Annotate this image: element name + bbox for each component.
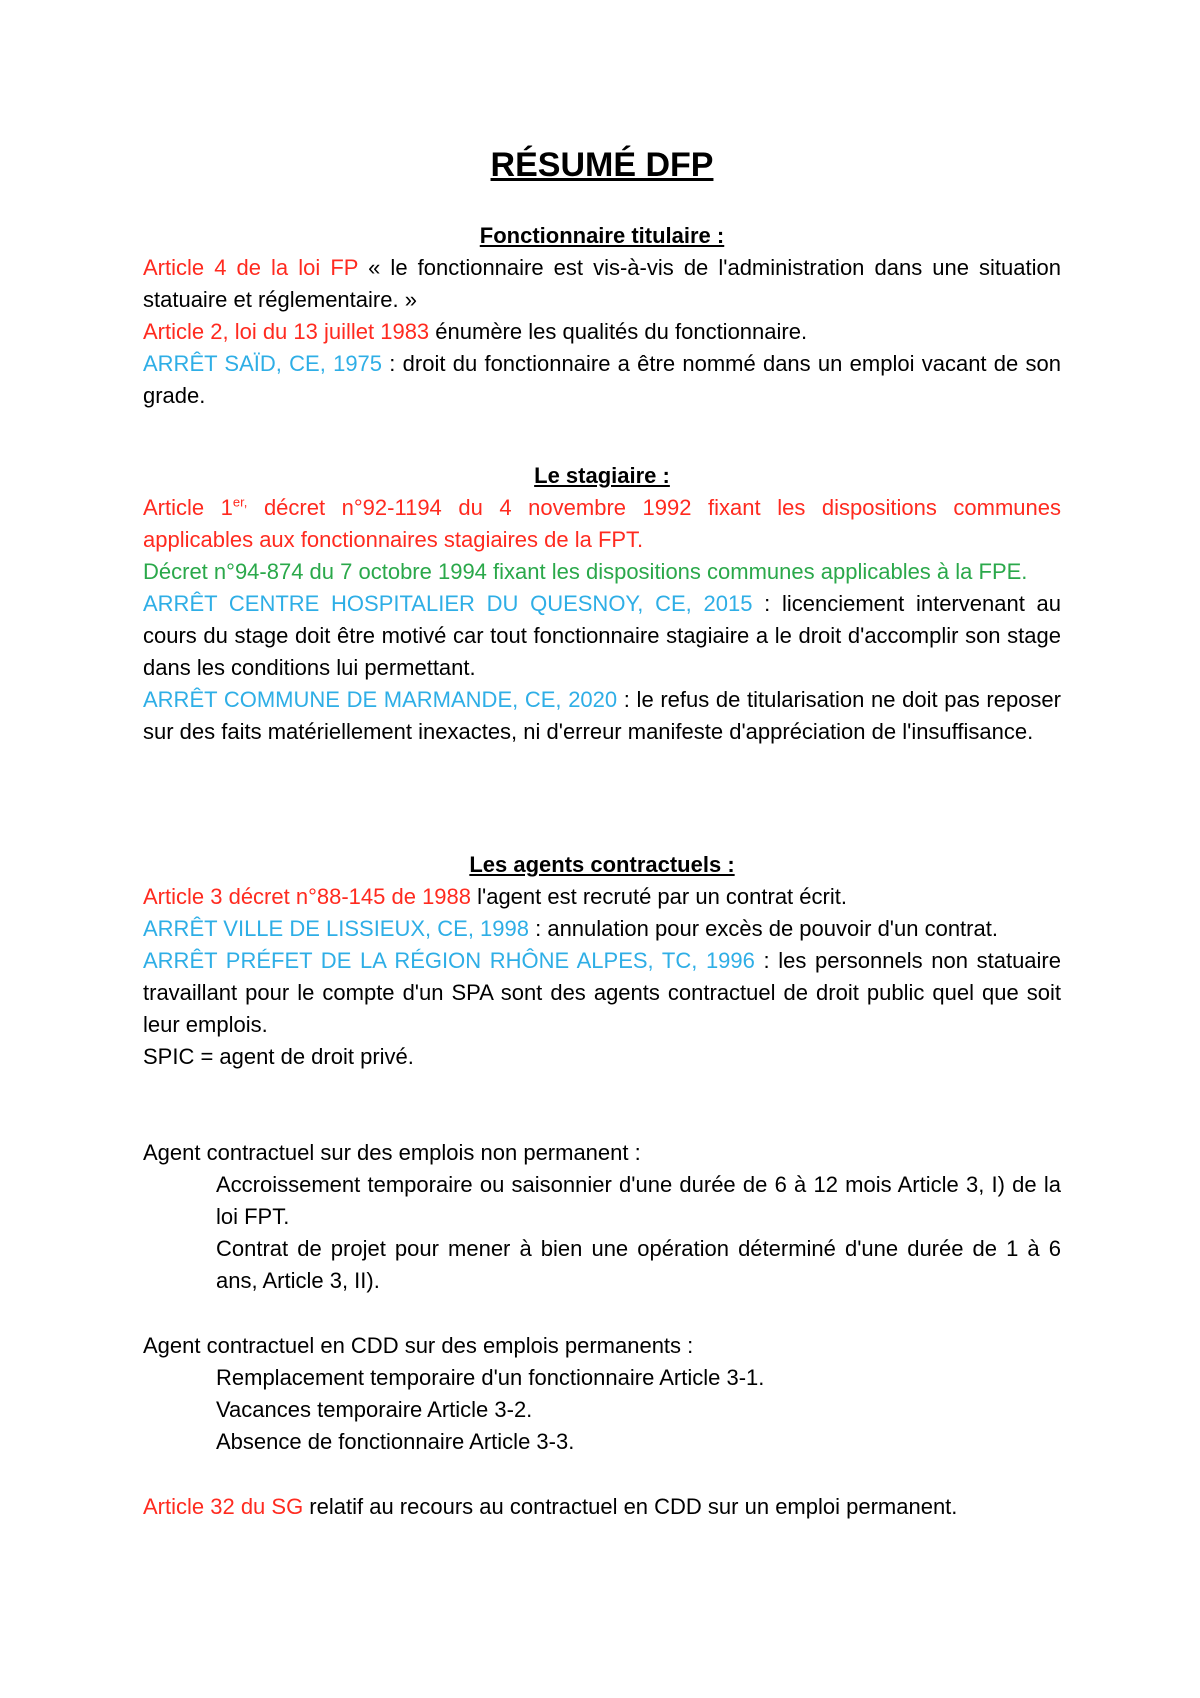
section-contractuels xyxy=(143,849,1061,1073)
section-stagiaire xyxy=(143,460,1061,748)
legal-reference: Article 2, loi du 13 juillet 1983 xyxy=(143,319,430,344)
case-reference: ARRÊT COMMUNE DE MARMANDE, CE, 2020 xyxy=(143,687,618,712)
section-permanent xyxy=(143,1330,1061,1458)
paragraph-text: l'agent est recruté par un contrat écrit. xyxy=(471,884,847,909)
paragraph xyxy=(143,945,1061,1041)
legal-reference: Article 4 de la loi FP xyxy=(143,255,359,280)
paragraph xyxy=(143,492,1061,556)
paragraph xyxy=(143,316,1061,348)
case-reference: ARRÊT PRÉFET DE LA RÉGION RHÔNE ALPES, TC, 1996 xyxy=(143,948,755,973)
paragraph-text: SPIC = agent de droit privé. xyxy=(143,1044,414,1069)
case-reference: ARRÊT CENTRE HOSPITALIER DU QUESNOY, CE, 2015 xyxy=(143,591,753,616)
paragraph xyxy=(143,348,1061,412)
list-intro: Agent contractuel sur des emplois non permanent : xyxy=(143,1140,641,1165)
list-item: Vacances temporaire Article 3-2. xyxy=(216,1397,533,1422)
list-item: Accroissement temporaire ou saisonnier d'une durée de 6 à 12 mois Article 3, I) de la loi FPT. xyxy=(216,1172,1061,1229)
paragraph xyxy=(143,1041,1061,1073)
legal-reference: Article 1 xyxy=(143,495,233,520)
paragraph-text: : licenciement intervenant au cours du stage doit être motivé car tout fonctionnaire stagiaire a le droit d'accomplir son stage dans les conditions lui permettant. xyxy=(143,591,1061,680)
legal-reference: décret n°92-1194 du 4 novembre 1992 fixant les dispositions communes applicables aux fonctionnaires stagiaires de la FPT. xyxy=(143,495,1061,552)
legal-reference: Décret n°94-874 du 7 octobre 1994 fixant les dispositions communes applicables à la FPE. xyxy=(143,559,1028,584)
section-heading: Fonctionnaire titulaire : xyxy=(479,223,725,248)
paragraph-text: énumère les qualités du fonctionnaire. xyxy=(429,319,808,344)
paragraph xyxy=(143,913,1061,945)
section-fonctionnaire xyxy=(143,220,1061,412)
document-title: RÉSUMÉ DFP xyxy=(490,146,714,184)
paragraph xyxy=(143,1491,1061,1523)
section-non-permanent xyxy=(143,1137,1061,1297)
list-intro: Agent contractuel en CDD sur des emplois permanents : xyxy=(143,1333,694,1358)
paragraph-text: « le fonctionnaire est vis-à-vis de l'administration dans une situation statuaire et réglementaire. » xyxy=(143,255,1061,312)
list-item: Remplacement temporaire d'un fonctionnaire Article 3-1. xyxy=(216,1365,765,1390)
paragraph xyxy=(143,556,1061,588)
superscript: er, xyxy=(232,494,248,510)
list-item: Contrat de projet pour mener à bien une opération déterminé d'une durée de 1 à 6 ans, Article 3, II). xyxy=(216,1236,1061,1293)
paragraph-text: : les personnels non statuaire travaillant pour le compte d'un SPA sont des agents contractuel de droit public quel que soit leur emplois. xyxy=(143,948,1061,1037)
list-item: Absence de fonctionnaire Article 3-3. xyxy=(216,1429,575,1454)
case-reference: ARRÊT SAÏD, CE, 1975 xyxy=(143,351,383,376)
paragraph-text: : annulation pour excès de pouvoir d'un contrat. xyxy=(529,916,998,941)
paragraph xyxy=(143,588,1061,684)
paragraph-text: relatif au recours au contractuel en CDD sur un emploi permanent. xyxy=(303,1494,958,1519)
section-final xyxy=(143,1491,1061,1523)
case-reference: ARRÊT VILLE DE LISSIEUX, CE, 1998 xyxy=(143,916,529,941)
paragraph xyxy=(143,252,1061,316)
legal-reference: Article 32 du SG xyxy=(143,1494,304,1519)
paragraph xyxy=(143,684,1061,748)
paragraph xyxy=(143,881,1061,913)
legal-reference: Article 3 décret n°88-145 de 1988 xyxy=(143,884,472,909)
section-heading: Les agents contractuels : xyxy=(469,852,735,877)
paragraph-text: : le refus de titularisation ne doit pas reposer sur des faits matériellement inexactes, ni d'erreur manifeste d'appréciation de l'insuffisance. xyxy=(143,687,1061,744)
section-heading: Le stagiaire : xyxy=(534,463,670,488)
paragraph-text: : droit du fonctionnaire a être nommé dans un emploi vacant de son grade. xyxy=(143,351,1062,408)
